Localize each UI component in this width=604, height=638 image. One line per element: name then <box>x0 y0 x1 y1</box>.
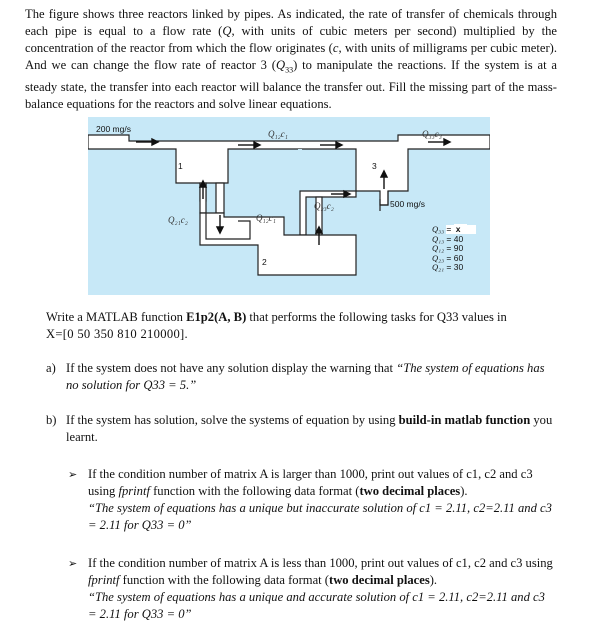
intro-text-1: The figure shows three reactors linked by pipes. As indicated, the rate of transfer of chemicals through each pipe is equal to a flow rate ( <box>25 7 557 38</box>
part-a-body <box>66 360 556 394</box>
bullet-2-text-1: If the condition number of matrix A is less than 1000, print out values of c1, c2 and c3 using <box>88 556 553 570</box>
bullet-2-text-2: function with the following data format ( <box>119 573 329 587</box>
bullet-1-text-1: If the condition number of matrix A is larger than 1000, print out values of c1, c2 and c3 using <box>88 467 533 498</box>
intro-paragraph <box>25 6 557 113</box>
bullet-1-quote: “The system of equations has a unique but inaccurate solution of c1 = 2.11, c2=2.11 and c3 = 2.11 for Q33 = 0” <box>88 501 552 532</box>
task-x-values: X=[0 50 350 810 210000]. <box>46 327 188 341</box>
task-function-name: E1p2(A, B) <box>186 310 247 324</box>
part-b-marker: b) <box>46 413 57 427</box>
bullet-2-bold: two decimal places <box>329 573 430 587</box>
part-b-text-1: If the system has solution, solve the systems of equation by using <box>66 413 399 427</box>
bullet-arrow-icon: ➢ <box>68 557 78 570</box>
flow-equals: = <box>444 262 454 273</box>
bullet-1-bold: two decimal places <box>359 484 461 498</box>
reactor-1-label: 1 <box>178 161 183 171</box>
part-b-bold: build-in matlab function <box>398 413 531 427</box>
flow-equals: = <box>444 243 454 254</box>
inflow-label: 200 mg/s <box>96 124 131 134</box>
task-text-1: Write a MATLAB function <box>46 310 187 324</box>
pipe-q12-vertical <box>216 183 224 213</box>
outflow-label: 500 mg/s <box>390 199 425 209</box>
intro-c-symbol: c, <box>332 41 342 55</box>
bullet-arrow-icon: ➢ <box>68 468 78 481</box>
flow-symbol: Q₃₃ <box>432 224 445 234</box>
reactor-1-3-vessel <box>88 135 490 205</box>
reactor-diagram <box>88 117 490 295</box>
flow-equals: = <box>444 224 454 234</box>
pipe-label-q33c3: Q₃₃c₃ <box>422 129 442 139</box>
pipe-label-q12c1-mid: Q₁₂c₁ <box>256 213 276 223</box>
part-a-text: If the system does not have any solution display the warning that <box>66 361 397 375</box>
part-a <box>46 360 556 394</box>
flow-symbol: Q₁₂ <box>432 243 445 254</box>
part-b-body <box>66 412 556 446</box>
pipe-label-q23c2: Q₂₃c₂ <box>314 201 334 211</box>
task-text-2: that performs the following tasks for Q33 values in <box>246 310 507 324</box>
bullet-2-fprintf: fprintf <box>88 573 120 587</box>
flow-symbol: Q₂₃ <box>432 252 445 263</box>
part-b <box>46 412 556 446</box>
flow-value: 40 <box>453 233 464 244</box>
intro-q33-symbol: Q <box>275 58 286 72</box>
reactor-2-vessel <box>200 213 356 275</box>
intro-q-symbol: Q <box>222 24 232 38</box>
part-b-text-2: you learnt. <box>66 413 553 444</box>
part-a-quote: “The system of equations has no solution for Q33 = 5.” <box>66 361 545 392</box>
bullet-2-text-3: ). <box>429 573 438 587</box>
bullet-1-text-2: function with the following data format ( <box>149 484 360 498</box>
flow-values-list <box>432 225 467 273</box>
flow-symbol: Q₂₁ <box>432 262 445 273</box>
bullet-inaccurate-body <box>88 466 556 534</box>
flow-value: 90 <box>453 243 464 254</box>
task-statement <box>46 309 546 343</box>
pipe-q23 <box>300 191 356 235</box>
reactor-2-label: 2 <box>262 257 267 267</box>
intro-text-4: ) to manipulate the reactions. If the system is at a steady state, the transfer into each reactor will balance the transfer out. Fill the missing part of the mass-balance equations for the reactors and solve linear equations. <box>25 58 557 111</box>
bullet-accurate-body <box>88 555 556 623</box>
pipe-label-q12c1-top: Q₁₂c₁ <box>268 129 288 139</box>
flow-equals: = <box>444 233 454 244</box>
flow-equals: = <box>444 252 454 263</box>
reactor-diagram-drawing <box>88 117 490 295</box>
bullet-2-quote: “The system of equations has a unique and accurate solution of c1 = 2.11, c2=2.11 and c3 = 2.11 for Q33 = 0” <box>88 590 545 621</box>
intro-q33-subscript: 33 <box>285 65 294 75</box>
flow-value-row <box>432 263 467 273</box>
flow-value: 30 <box>453 262 464 273</box>
pipe-label-q21c2: Q₂₁c₂ <box>168 215 188 225</box>
bullet-1-text-3: ). <box>460 484 468 498</box>
bullet-1-fprintf: fprintf <box>118 484 150 498</box>
reactor-3-label: 3 <box>372 161 377 171</box>
flow-symbol: Q₁₃ <box>432 233 445 244</box>
flow-value: 60 <box>453 252 464 263</box>
bullet-inaccurate <box>68 466 556 534</box>
part-a-marker: a) <box>46 361 56 375</box>
flow-value: x <box>454 224 468 234</box>
bullet-accurate <box>68 555 556 623</box>
intro-text-3: with units of milligrams per cubic meter). And we can change the flow rate of reactor 3 ( <box>25 41 557 72</box>
intro-text-2: , with units of cubic meters per second) multiplied by the concentration of the reactor from which the flow originates ( <box>25 24 557 55</box>
